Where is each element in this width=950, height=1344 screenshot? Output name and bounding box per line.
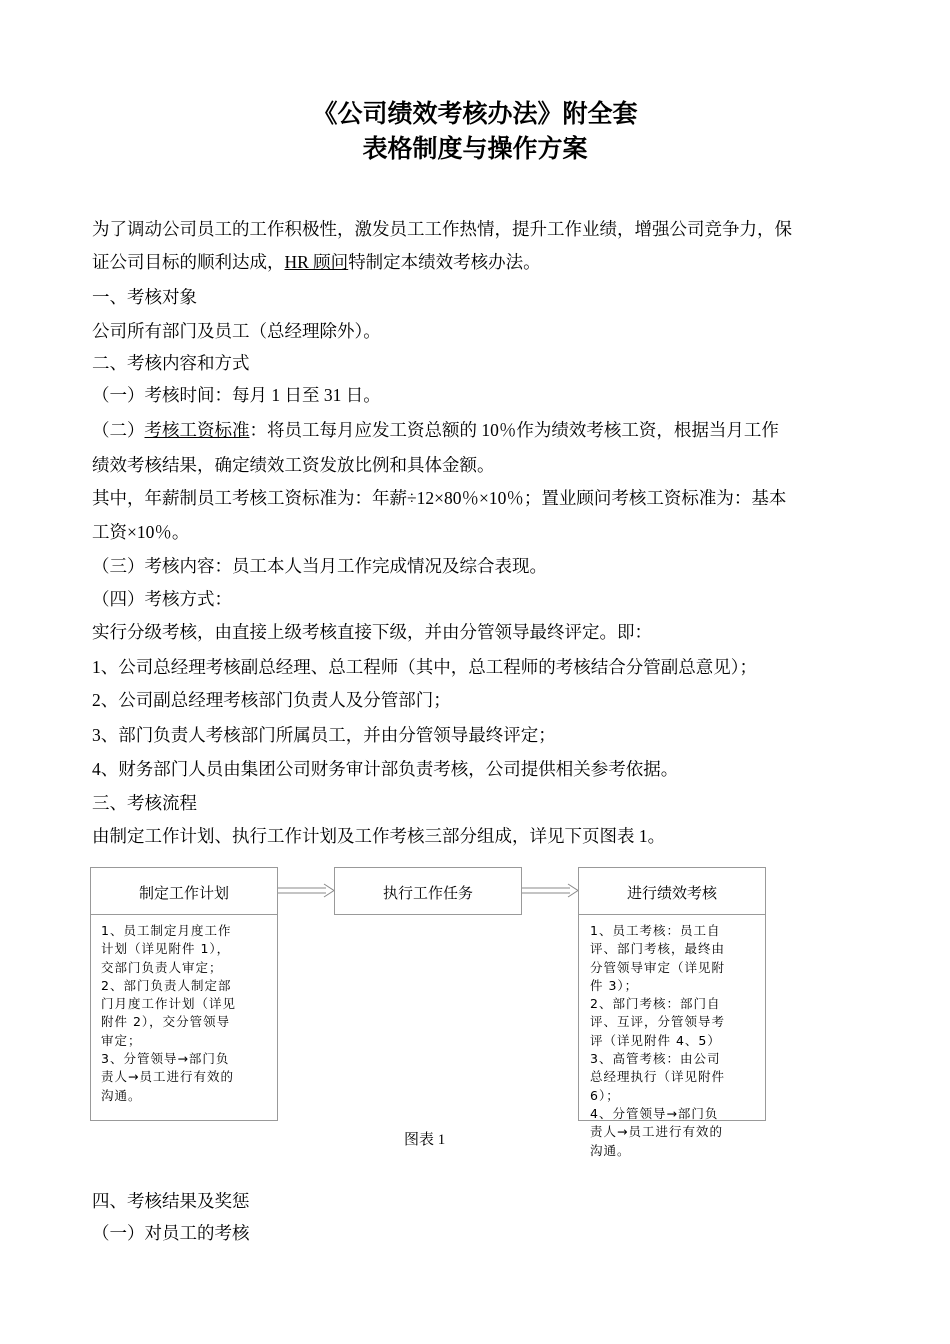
section4-item1: （一）对员工的考核 [92, 1223, 250, 1243]
section2-item4-point1: 1、公司总经理考核副总经理、总工程师（其中，总工程师的考核结合分管副总意见）； [92, 657, 757, 677]
section3-heading: 三、考核流程 [92, 793, 197, 813]
plan-box-text: 1、员工制定月度工作 计划（详见附件 1）， 交部门负责人审定； 2、部门负责人制定部 门月度工作计划（详见 附件 2），交分管领导 审定； 3、分管领导→部门负 责人→员工进行有效的 沟通。 [101, 923, 237, 1103]
section2-item4-point2: 2、公司副总经理考核部门负责人及分管部门； [92, 690, 451, 710]
section1-text: 公司所有部门及员工（总经理除外）。 [92, 321, 381, 341]
evaluate-box-title: 进行绩效考核 [626, 884, 717, 902]
section2-item4: （四）考核方式： [92, 589, 232, 609]
figure-caption: 图表 1 [404, 1132, 446, 1148]
arrow-1-icon [278, 880, 336, 902]
section2-item2-line4: 工资×10％。 [92, 522, 190, 542]
intro-text-b: 特制定本绩效考核办法。 [348, 252, 541, 272]
section2-item4-point3: 3、部门负责人考核部门所属员工，并由分管领导最终评定； [92, 725, 556, 745]
item2-text: ：将员工每月应发工资总额的 10％作为绩效考核工资，根据当月工作 [249, 420, 779, 440]
intro-text-a: 证公司目标的顺利达成， [92, 252, 285, 272]
intro-line-1: 为了调动公司员工的工作积极性，激发员工工作热情，提升工作业绩，增强公司竞争力，保 [92, 219, 792, 239]
section2-item1: （一）考核时间：每月 1 日至 31 日。 [92, 385, 381, 405]
section2-heading: 二、考核内容和方式 [92, 353, 250, 373]
hr-consultant-link[interactable]: HR 顾问 [284, 252, 349, 272]
item2-prefix: （二） [92, 420, 145, 440]
section1-heading: 一、考核对象 [92, 287, 197, 307]
section2-item2 [92, 417, 779, 442]
section2-item4-point4: 4、财务部门人员由集团公司财务审计部负责考核，公司提供相关参考依据。 [92, 759, 679, 779]
section2-item3: （三）考核内容：员工本人当月工作完成情况及综合表现。 [92, 556, 547, 576]
execute-box-title: 执行工作任务 [382, 884, 473, 902]
intro-line-2 [92, 249, 541, 274]
section2-item2-line2: 绩效考核结果，确定绩效工资发放比例和具体金额。 [92, 455, 495, 475]
plan-box-title: 制定工作计划 [138, 884, 229, 902]
evaluate-box-text: 1、员工考核：员工自 评、部门考核，最终由 分管领导审定（详见附 件 3）； 2、部门考核：部门自 评、互评，分管领导考 评（详见附件 4、5） 3、高管考核：由公司 总经理执行（详见附件 6）； 4、分管领导→部门负 责人→员工进行有效的 沟通。 [590, 923, 726, 1158]
salary-standard-link[interactable]: 考核工资标准 [144, 420, 250, 440]
arrow-2-icon [522, 880, 580, 902]
document-title-line1: 《公司绩效考核办法》附全套 [312, 99, 638, 128]
section2-item4-intro: 实行分级考核，由直接上级考核直接下级，并由分管领导最终评定。即： [92, 622, 652, 642]
section3-text: 由制定工作计划、执行工作计划及工作考核三部分组成，详见下页图表 1。 [92, 826, 666, 846]
document-title-line2: 表格制度与操作方案 [362, 134, 588, 163]
section4-heading: 四、考核结果及奖惩 [92, 1191, 250, 1211]
section2-item2-line3: 其中，年薪制员工考核工资标准为：年薪÷12×80％×10％；置业顾问考核工资标准为：基本 [92, 488, 787, 508]
